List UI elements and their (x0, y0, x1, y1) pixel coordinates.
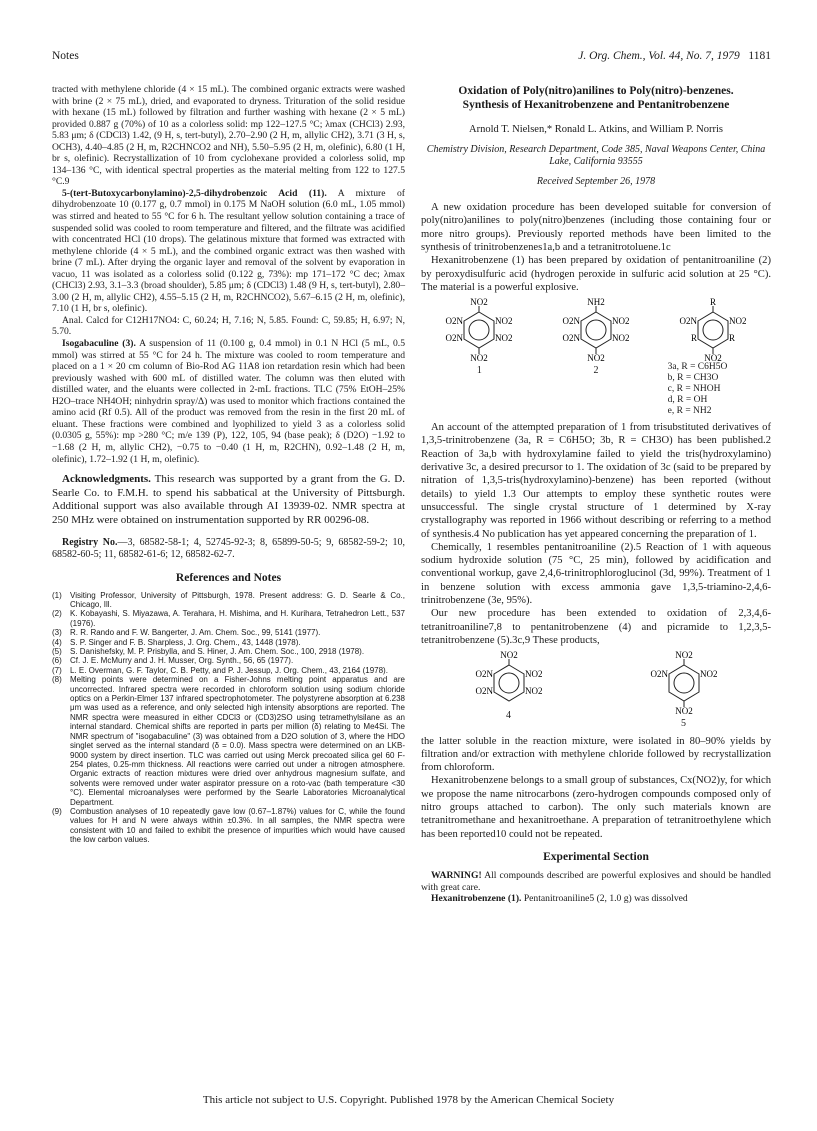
reference-number: (5) (52, 647, 62, 657)
s2-ur: NO2 (611, 316, 630, 327)
references-heading: References and Notes (175, 572, 282, 585)
structure-4-number: 4 (506, 710, 511, 722)
article-body (421, 201, 771, 864)
structure-2-drawing (551, 298, 641, 362)
warning-paragraph (421, 870, 771, 893)
substituent-entry: e, R = NH2 (667, 406, 712, 417)
s5-top: NO2 (674, 651, 693, 661)
reference-item (52, 656, 405, 665)
reference-text: Melting points were determined on a Fisher-Johns melting point apparatus and are uncorrected. Infrared spectra were recorded in chloroform solution using sodium chloride optics on a Perkin-Elmer 137 infrared spectrophotometer. The polystyrene absorption at 6.238 μm was used as a reference, and only selected high intensity absorptions are reported. The NMR spectra were measured in either CDCl3 or (CD3)2SO using tetramethylsilane as an internal standard. Chemical shifts are reported in parts per million (δ) relating to Me4Si. The NMR spectrum of "isogabaculine" (3) was obtained from a D2O solution of 3, where the HDO singlet served as the internal standard (δ = 0.0). Mass spectra were determined on an LKB-9000 system by direct insertion. TLC was carried out using Merck precoated silica gel 60 F-254 plates, 0.25-mm thickness. All reactions were carried out under a nitrogen atmosphere. Organic extracts of reaction mixtures were dried over anhydrous magnesium sulfate, and solvents were removed under water aspirator pressure on a roto-vac (bath temperature <30 °C). Elemental microanalyses were performed by the Searle Laboratories Microanalytical Department. (70, 675, 405, 807)
s1-ur: NO2 (495, 316, 513, 327)
s2-top: NH2 (587, 298, 605, 308)
right-column (421, 84, 771, 905)
isogabaculine-heading: Isogabaculine (3). (62, 338, 136, 350)
reference-number: (4) (52, 637, 62, 647)
s2-ll: O2N (562, 333, 580, 344)
page-number: 1181 (748, 50, 771, 62)
left-column (52, 84, 405, 845)
substituent-entry: 3a, R = C6H5O (667, 362, 728, 373)
running-head-right (578, 50, 771, 62)
running-head-left: Notes (52, 50, 79, 62)
s5-ur: NO2 (699, 669, 717, 680)
hnb-prep-heading: Hexanitrobenzene (1). (431, 893, 522, 905)
substituent-entry: c, R = NHOH (667, 384, 721, 395)
structure-3-substituents (668, 362, 758, 417)
structure-1-drawing (434, 298, 524, 362)
paragraph-hnb-prep (421, 893, 771, 905)
received-date: Received September 26, 1978 (536, 175, 656, 187)
reference-text: Visiting Professor, University of Pittsburgh, 1978. Present address: G. D. Searle & Co., Chicago, Ill. (70, 590, 405, 609)
structure-1-number: 1 (476, 365, 482, 377)
reference-item (52, 638, 405, 647)
paragraph-analysis: Anal. Calcd for C12H17NO4: C, 60.24; H, 7.16; N, 5.85. Found: C, 59.85; H, 6.97; N, 5.70. (52, 314, 405, 338)
reference-number: (2) (52, 609, 62, 619)
reference-text: Cf. J. E. McMurry and J. H. Musser, Org. Synth., 56, 65 (1977). (70, 656, 294, 666)
copyright-footer: This article not subject to U.S. Copyright. Published 1978 by the American Chemical Society (202, 1094, 615, 1106)
s3-top: R (709, 298, 716, 308)
s3-lr: R (728, 333, 735, 344)
paragraph-isogabaculine (52, 338, 405, 465)
s3-ur: NO2 (728, 316, 747, 327)
reference-item (52, 666, 405, 675)
reference-number: (6) (52, 656, 62, 666)
substituent-entry: b, R = CH3O (667, 373, 719, 384)
s2-ul: O2N (562, 316, 580, 327)
reference-item (52, 609, 405, 628)
structure-3-drawing (668, 298, 758, 362)
article-affiliation: Chemistry Division, Research Department, Code 385, Naval Weapons Center, China Lake, California 93555 (426, 143, 766, 167)
article-title: Oxidation of Poly(nitro)anilines to Poly(nitro)-benzenes. Synthesis of Hexanitrobenzene and Pentanitrobenzene (458, 85, 734, 111)
experimental-heading: Experimental Section (543, 850, 649, 863)
structure-5 (639, 651, 729, 730)
s3-bottom: NO2 (703, 353, 722, 363)
hnb-prep-text: Pentanitroaniline5 (2, 1.0 g) was dissolved (523, 893, 688, 905)
reference-number: (1) (52, 590, 62, 600)
reference-number: (3) (52, 628, 62, 638)
s5-ul: O2N (650, 669, 668, 680)
warning-text: All compounds described are powerful explosives and should be handled with great care. (421, 870, 771, 893)
s3-ul: O2N (679, 316, 697, 327)
isogabaculine-text: A suspension of 11 (0.100 g, 0.4 mmol) in 0.1 N HCl (5 mL, 0.5 mmol) was stirred at 55 °C for 24 h. The mixture was cooled to room temperature and placed on a 1 × 20 cm column of Bio-Rod AG 11A8 ion retardation resin which had been previously washed with 600 mL of distilled water. The column was then eluted with distilled water, and the eluants were collected in 2-mL fractions. TLC (75% EtOH–25% H2O–trace NH4OH; ninhydrin spray/Δ) was used to monitor which fractions contained the amino acid (Rf 0.5). All of the product was removed from the resin in the first 20 mL of eluant. These fractions were combined and lyophilized to yield 3 as a colorless solid (0.0305 g, 55%): mp >280 °C; m/e 139 (P), 122, 105, 94 (base peak); δ (D2O) −1.92 to −1.68 (2 H, m, allylic CH2), −0.75 to −0.40 (1 H, m, R2CHN), 0.92–1.48 (2 H, m, olefinic), 1.72–1.92 (1 H, m, olefinic). (52, 338, 406, 465)
reference-item (52, 628, 405, 637)
acknowledgments-heading: Acknowledgments. (62, 473, 151, 486)
acknowledgments (52, 473, 405, 527)
structures-4-5 (421, 651, 771, 730)
structures-1-2-3 (421, 298, 771, 417)
structure-3 (668, 298, 758, 417)
reference-text: R. R. Rando and F. W. Bangerter, J. Am. Chem. Soc., 99, 5141 (1977). (70, 628, 321, 638)
reference-number: (7) (52, 665, 62, 675)
reference-number: (8) (52, 675, 62, 685)
acknowledgments-text: This research was supported by a grant from the G. D. Searle Co. to F.M.H. to spend his sabbatical at the University of Pittsburgh. Additional support was also available through AI 13939-02. NMR spectra at 250 MHz were obtained on instrumentation supported by RR 00296-08. (52, 473, 405, 526)
reference-number: (9) (52, 806, 62, 816)
reference-item (52, 591, 405, 610)
registry-heading: Registry No. (62, 537, 118, 549)
paragraph-account: An account of the attempted preparation of 1 from trisubstituted derivatives of 1,3,5-trinitrobenzene (3a, R = C6H5O; 3b, R = CH3O) has been published.2 Reaction of 3a,b with hydroxylamine failed to yield the tris(hydroxylamino) derivative 3c, a desired precursor to 1. The oxidation of 3c (said to be prepared by nitration of 1,3,5-tris(hydroxylamino)-benzene) has been reported (without details) to yield 1.3 Our attempts to employ these synthetic routes were unsuccessful. The single crystal structure of 1 determined by X-ray crystallography was reported in 1966 without describing or referring to a method of synthesis.4 No publication has yet appeared concerning the preparation of 1. (421, 422, 771, 540)
paragraph-new-procedure: Our new procedure has been extended to oxidation of 2,3,4,6-tetranitroaniline7,8 to pentanitrobenzene (4) and picramide to 1,2,3,5-tetranitrobenzene (5).3c,9 These products, (421, 608, 771, 646)
structure-2 (551, 298, 641, 377)
structure-1 (434, 298, 524, 377)
s5-bottom: NO2 (674, 706, 693, 716)
s4-top: NO2 (499, 651, 518, 661)
s1-bottom: NO2 (470, 353, 489, 363)
s1-ll: O2N (445, 333, 464, 344)
paragraph-chemically: Chemically, 1 resembles pentanitroaniline (2).5 Reaction of 1 with aqueous sodium hydroxide solution (75 °C, 25 min), followed by acidification and conventional workup, gave 2,4,6-trinitrophloroglucinol (3d, 99%). Treatment of 1 in benzene solution with excess ammonia gave 1,3,5-triamino-2,4,6-trinitrobenzene (3e, 95%). (421, 541, 771, 607)
s1-top: NO2 (470, 298, 489, 308)
structure-4-drawing (464, 651, 554, 707)
registry-numbers (52, 537, 405, 561)
paragraph-continued: tracted with methylene chloride (4 × 15 mL). The combined organic extracts were washed with brine (2 × 75 mL), dried, and evaporated to dryness. Trituration of the solid residue with hexane (15 mL) followed by filtration and further washing with hexane (2 × 5 mL) provided 0.887 g (70%) of 10 as a colorless solid: mp 122–127.5 °C; λmax (CHCl3) 2.93, 5.83 μm; δ (CDCl3) 1.42, (9 H, s, tert-butyl), 2.70–2.90 (2 H, m, allylic CH2), 3.71 (3 H, s, OCH3), 4.40–4.85 (2 H, m, R2CHNCO2 and NH), 5.50–5.95 (2 H, m, olefinic), 6.80 (1 H, br s, olefinic). Recrystallization of 10 from cyclohexane provided a colorless solid, mp 134–136 °C, with identical spectral properties as the material melting from 122 to 127.5 °C.9 (52, 84, 405, 188)
paragraph-nitrocarbons: Hexanitrobenzene belongs to a small group of substances, Cx(NO2)y, for which we propose the name nitrocarbons (zero-hydrogen compounds composed only of nitro groups attached to carbon). The only such materials known are tetranitromethane and hexanitroethane. A preparation of tetranitroethylene which has been reported10 could not be repeated. (421, 775, 771, 840)
paragraph-hexanitrobenzene: Hexanitrobenzene (1) has been prepared by oxidation of pentanitroaniline (2) by peroxydisulfuric acid (hydrogen peroxide in sulfuric acid solution at 25 °C). The material is a powerful explosive. (421, 255, 771, 293)
article-authors: Arnold T. Nielsen,* Ronald L. Atkins, and William P. Norris (469, 124, 723, 135)
reference-text: S. Danishefsky, M. P. Prisbylla, and S. Hiner, J. Am. Chem. Soc., 100, 2918 (1978). (70, 647, 365, 657)
s1-lr: NO2 (495, 333, 513, 344)
s4-ul: O2N (475, 669, 493, 680)
compound-11-text: A mixture of dihydrobenzoate 10 (0.177 g, 0.7 mmol) in 0.175 M NaOH solution (6.0 mL, 1.05 mmol) was stirred and heated to 55 °C for 6 h. The resultant yellow solution containing a trace of suspended solid was cooled to room temperature and filtered, and the filtrate was acidified with concentrated HCl (10 drops). The gelatinous mixture that formed was extracted with methylene chloride (4 × 5 mL), and the combined organic extract was then washed with brine (7 mL). After drying the organic layer and removal of the solvent by evaporation in vacuo, 11 was isolated as a colorless solid (0.122 g, 73%): mp 171–172 °C dec; λmax (CHCl3) 2.93, 3.1–3.3 (broad shoulder), 5.85 μm; δ (CDCl3) 1.48 (9 H, s, tert-butyl), 2.80–3.00 (2 H, m, allylic CH2), 4.55–5.15 (2 H, m, R2CHNCO2), 5.67–6.15 (2 H, m, olefinic), 7.10 (1 H, br s, olefinic). (52, 187, 405, 315)
structure-4 (464, 651, 554, 722)
paragraph-intro: A new oxidation procedure has been developed suitable for conversion of poly(nitro)anilines to poly(nitro)benzenes (including those containing four or more nitro groups). Previously reported methods have been limited to the synthesis of trinitrobenzenes1a,b and a tetranitrotoluene.1c (421, 202, 771, 253)
reference-item (52, 807, 405, 845)
paragraph-latter-soluble: the latter soluble in the reaction mixture, were isolated in 80–90% yields by filtration and/or extraction with methylene chloride followed by recrystallization from chloroform. (421, 735, 771, 774)
references-list (52, 591, 405, 845)
s4-lr: NO2 (524, 686, 542, 697)
structure-2-number: 2 (593, 365, 599, 377)
reference-text: K. Kobayashi, S. Miyazawa, A. Terahara, H. Mishima, and H. Kurihara, Tetrahedron Lett., 537 (1976). (70, 609, 405, 628)
reference-item (52, 647, 405, 656)
s2-lr: NO2 (611, 333, 630, 344)
paragraph-compound-11 (52, 188, 405, 315)
reference-item (52, 675, 405, 807)
s4-ll: O2N (475, 686, 493, 697)
s3-ll: R (690, 333, 697, 344)
compound-11-heading: 5-(tert-Butoxycarbonylamino)-2,5-dihydrobenzoic Acid (11). (62, 187, 327, 199)
structure-5-drawing (639, 651, 729, 715)
s2-bottom: NO2 (587, 353, 605, 363)
journal-citation: J. Org. Chem., Vol. 44, No. 7, 1979 (578, 50, 740, 62)
substituent-entry: d, R = OH (667, 395, 708, 406)
reference-text: L. E. Overman, G. F. Taylor, C. B. Petty, and P. J. Jessup, J. Org. Chem., 43, 2164 (1978). (70, 665, 388, 675)
registry-text: —3, 68582-58-1; 4, 52745-92-3; 8, 65899-50-5; 9, 68582-59-2; 10, 68582-60-5; 11, 68582-61-6; 12, 68582-62-7. (52, 537, 405, 561)
warning-heading: WARNING! (431, 870, 482, 882)
structure-5-number: 5 (681, 718, 686, 730)
s4-ur: NO2 (524, 669, 542, 680)
reference-text: Combustion analyses of 10 repeatedly gave low (0.67–1.87%) values for C, while the found values for H and N were always within ±0.3%. In all samples, the NMR spectra were consistent with 10 and failed to exhibit the presence of impurities which would have caused the low carbon values. (70, 806, 405, 845)
s1-ul: O2N (445, 316, 464, 327)
reference-text: S. P. Singer and F. B. Sharpless, J. Org. Chem., 43, 1448 (1978). (70, 637, 301, 647)
